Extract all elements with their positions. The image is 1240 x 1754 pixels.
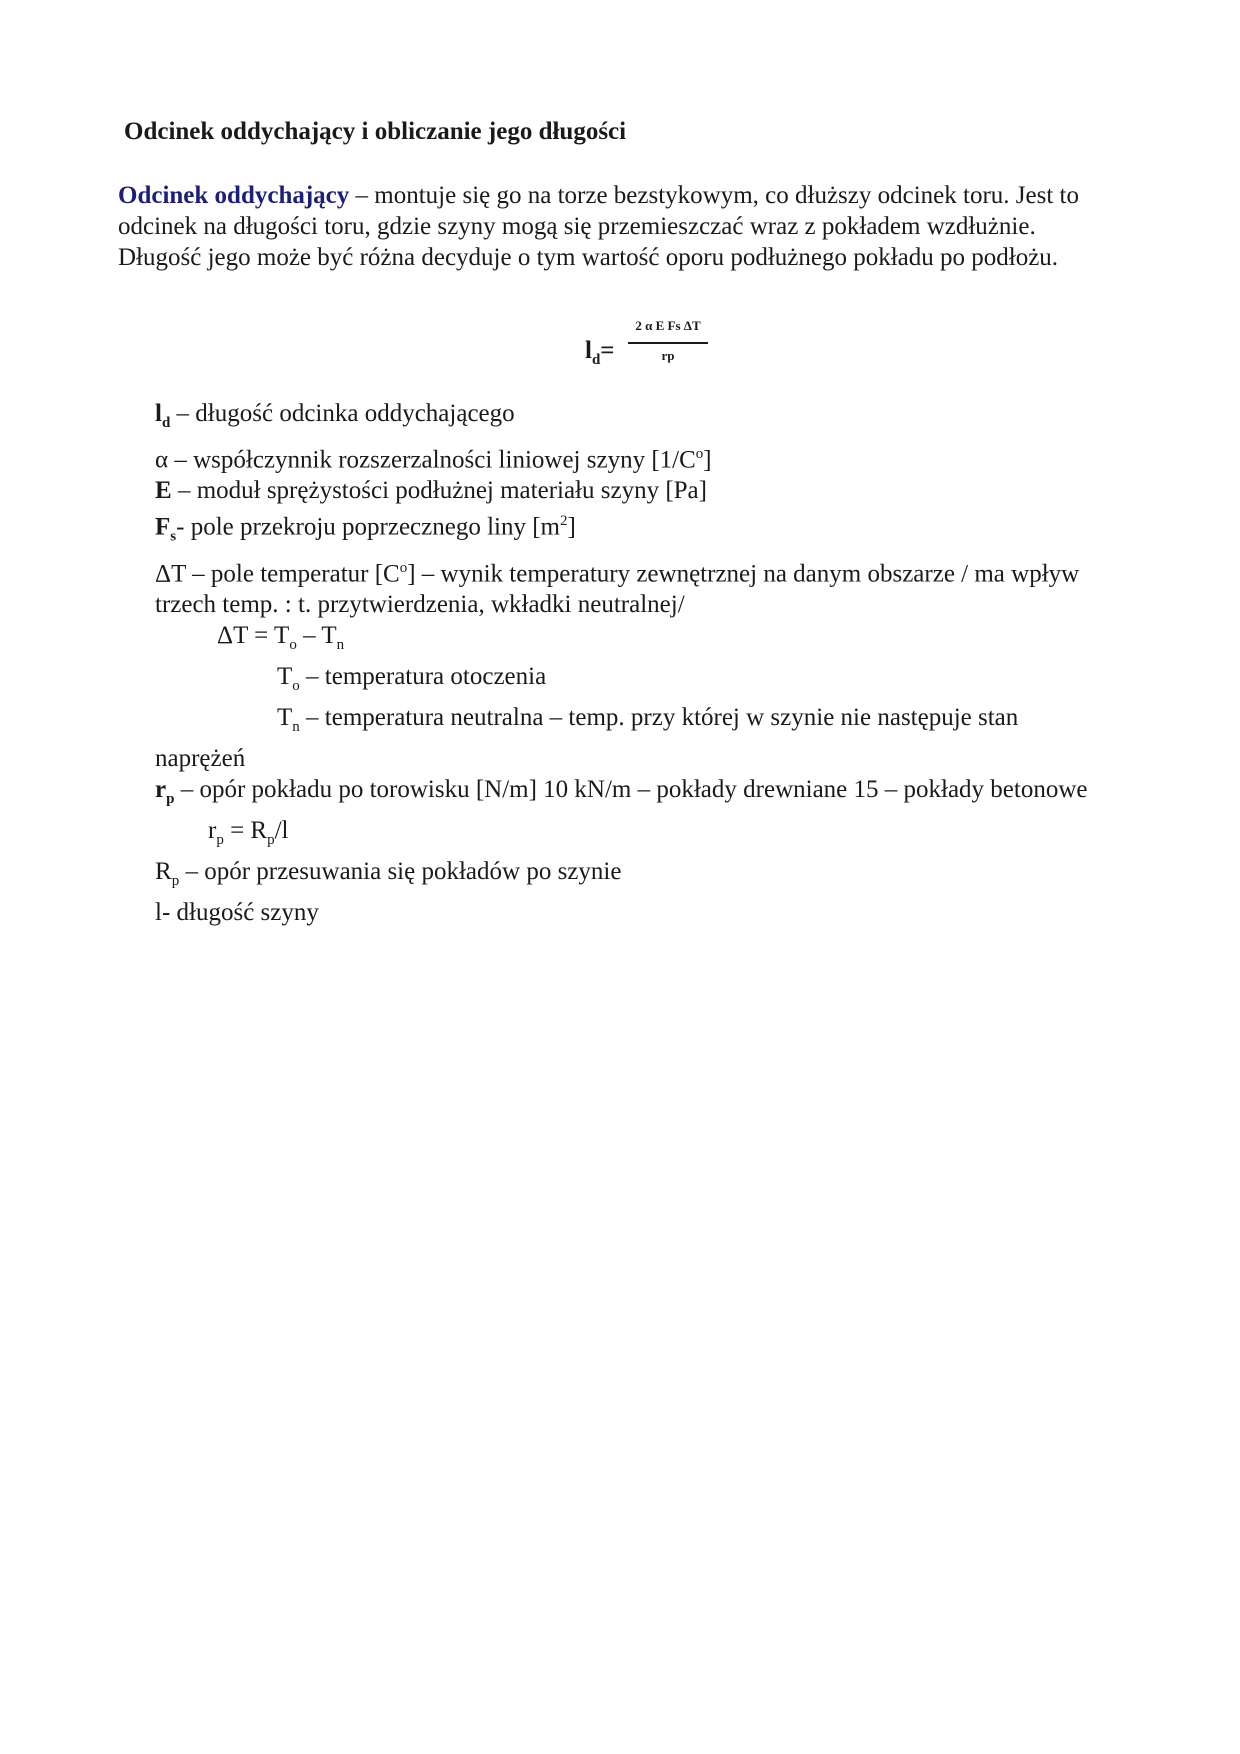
equation-rp: [155, 815, 1115, 856]
subscript: n: [292, 718, 300, 735]
formula-lhs: [585, 337, 615, 369]
definition-text: - pole przekroju poprzecznego liny [m: [176, 513, 560, 541]
definitions-list: [155, 398, 1115, 928]
definition-deltaT: [155, 553, 1115, 620]
formula-numerator: 2 α E Fs ΔT: [635, 318, 701, 333]
definition-tail: ] – wynik temperatury zewnętrznej na danym obszarze / ma wpływ trzech temp. : t. przytwierdzenia, wkładki neutralnej/: [155, 559, 1080, 618]
definition-text: – pole temperatur [C: [185, 559, 400, 587]
subscript: s: [170, 528, 177, 545]
symbol: R: [155, 857, 172, 885]
symbol: l: [155, 400, 162, 427]
superscript: 2: [560, 513, 568, 530]
length-formula: [585, 318, 725, 366]
definition-text: – temperatura otoczenia: [299, 662, 547, 690]
definition-alpha: [155, 439, 1115, 475]
symbol: α: [155, 446, 169, 474]
equation-part: = R: [223, 816, 268, 844]
subscript: o: [289, 636, 297, 653]
equation-part: /l: [274, 816, 289, 844]
definition-Tn-continuation: naprężeń: [155, 744, 246, 772]
definition-l: l- długość szyny: [155, 898, 319, 926]
superscript: o: [399, 559, 408, 576]
intro-paragraph: [118, 180, 1118, 273]
symbol: E: [155, 477, 172, 505]
intro-term: Odcinek oddychający: [118, 182, 350, 209]
symbol: ΔT: [155, 559, 186, 587]
definition-text: – opór przesuwania się pokładów po szynie: [179, 857, 622, 885]
definition-rp: [155, 774, 1115, 815]
definition-text: – opór pokładu po torowisku [N/m] 10 kN/m – pokłady drewniane 15 – pokłady betonowe: [174, 775, 1088, 803]
equation-deltaT: [155, 620, 1115, 661]
definition-text: – moduł sprężystości podłużnej materiału szyny [Pa]: [171, 477, 707, 505]
page-title: Odcinek oddychający i obliczanie jego długości: [124, 118, 627, 145]
symbol: T: [277, 662, 293, 690]
symbol: r: [155, 775, 167, 803]
definition-text: – temperatura neutralna – temp. przy której w szynie nie następuje stan: [299, 703, 1019, 731]
definition-Fs: [155, 506, 1115, 552]
equation-part: – T: [296, 621, 337, 649]
symbol: T: [277, 703, 293, 731]
definition-Tn: [155, 702, 1115, 743]
definition-ld: [155, 398, 1115, 439]
definition-E: [155, 475, 1115, 506]
subscript: d: [161, 415, 171, 431]
subscript: p: [171, 872, 180, 889]
definition-To: [155, 661, 1115, 702]
definition-text: – długość odcinka oddychającego: [170, 400, 515, 427]
intro-text: – montuje się go na torze bezstykowym, co dłuższy odcinek toru. Jest to odcinek na długości toru, gdzie szyny mogą się przemieszczać wraz z pokładem wzdłużnie. Długość jego może być różna decyduje o tym wartość oporu podłużnego pokładu po podłożu.: [118, 182, 1079, 271]
subscript: p: [267, 831, 275, 848]
subscript: o: [292, 677, 300, 694]
fraction-bar: [628, 342, 708, 344]
subscript: p: [166, 790, 175, 807]
equation-part: ΔT = T: [217, 621, 290, 649]
superscript: o: [695, 446, 704, 462]
definition-tail: ]: [567, 513, 576, 541]
formula-equals: =: [600, 337, 615, 364]
equation-part: r: [208, 816, 217, 844]
subscript: n: [336, 636, 345, 653]
definition-Rp: [155, 856, 1115, 897]
definition-text: – współczynnik rozszerzalności liniowej szyny [1/C: [168, 446, 696, 474]
formula-lhs-symbol: l: [585, 337, 592, 364]
formula-denominator: rp: [661, 348, 675, 363]
subscript: p: [216, 831, 224, 848]
formula-lhs-subscript: d: [591, 352, 601, 368]
symbol: F: [155, 513, 171, 541]
definition-tail: ]: [703, 446, 712, 474]
